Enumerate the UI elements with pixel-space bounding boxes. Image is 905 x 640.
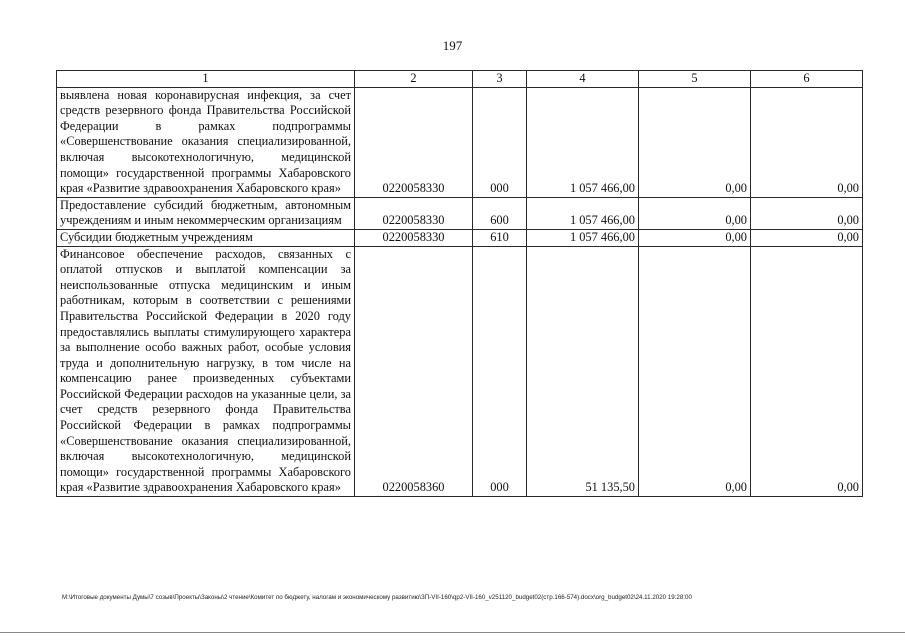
target-article-code: 0220058330 xyxy=(355,197,473,229)
expense-type-code: 610 xyxy=(473,229,527,246)
table-row xyxy=(57,197,863,229)
column-header: 6 xyxy=(751,71,863,88)
page-bottom-divider xyxy=(0,632,905,633)
column-header: 2 xyxy=(355,71,473,88)
column-header: 1 xyxy=(57,71,355,88)
page-number: 197 xyxy=(442,38,463,53)
row-description: Предоставление субсидий бюджетным, автономным учреждениям и иным некоммерческим организациям xyxy=(57,197,355,229)
target-article-code: 0220058330 xyxy=(355,87,473,197)
table-row xyxy=(57,87,863,197)
column-5-cell: 0,00 xyxy=(639,87,751,197)
column-5-cell: 0,00 xyxy=(639,229,751,246)
row-description: Субсидии бюджетным учреждениям xyxy=(57,229,355,246)
column-6-cell: 0,00 xyxy=(751,197,863,229)
sum-cell: 1 057 466,00 xyxy=(527,229,639,246)
target-article-code: 0220058360 xyxy=(355,246,473,497)
footer-file-path: M:\Итоговые документы Думы\7 созыв\Проекты\Законы\2 чтение\Комитет по бюджету, налогам и экономическому развитию\ЗП-VII-160\qp2-VII-160_v251120_budget02(стр.166-574).docx\org_budget02\24.11.2020 19:28:00 xyxy=(62,594,692,601)
column-5-cell: 0,00 xyxy=(639,197,751,229)
table-header-row xyxy=(57,71,863,88)
column-header: 5 xyxy=(639,71,751,88)
table-row xyxy=(57,229,863,246)
row-description: выявлена новая коронавирусная инфекция, за счет средств резервного фонда Правительства Российской Федерации в рамках подпрограммы «Совершенствование оказания специализированной, включая высокотехнологичную, медицинской помощи» государственной программы Хабаровского края «Развитие здравоохранения Хабаровского края» xyxy=(57,87,355,197)
sum-cell: 1 057 466,00 xyxy=(527,197,639,229)
table-row xyxy=(57,246,863,497)
sum-cell: 1 057 466,00 xyxy=(527,87,639,197)
expense-type-code: 000 xyxy=(473,87,527,197)
column-6-cell: 0,00 xyxy=(751,246,863,497)
column-header: 4 xyxy=(527,71,639,88)
column-header: 3 xyxy=(473,71,527,88)
column-5-cell: 0,00 xyxy=(639,246,751,497)
target-article-code: 0220058330 xyxy=(355,229,473,246)
column-6-cell: 0,00 xyxy=(751,87,863,197)
column-6-cell: 0,00 xyxy=(751,229,863,246)
row-description: Финансовое обеспечение расходов, связанных с оплатой отпусков и выплатой компенсации за неиспользованные отпуска медицинским и иным работникам, которым в соответствии с решениями Правительства Российской Федерации в 2020 году предоставлялись выплаты стимулирующего характера за выполнение особо важных работ, особые условия труда и дополнительную нагрузку, в том числе на компенсацию ранее произведенных субъектами Российской Федерации расходов на указанные цели, за счет средств резервного фонда Правительства Российской Федерации в рамках подпрограммы «Совершенствование оказания специализированной, включая высокотехнологичную, медицинской помощи» государственной программы Хабаровского края «Развитие здравоохранения Хабаровского края» xyxy=(57,246,355,497)
expense-type-code: 000 xyxy=(473,246,527,497)
expense-type-code: 600 xyxy=(473,197,527,229)
sum-cell: 51 135,50 xyxy=(527,246,639,497)
budget-table xyxy=(56,70,863,497)
